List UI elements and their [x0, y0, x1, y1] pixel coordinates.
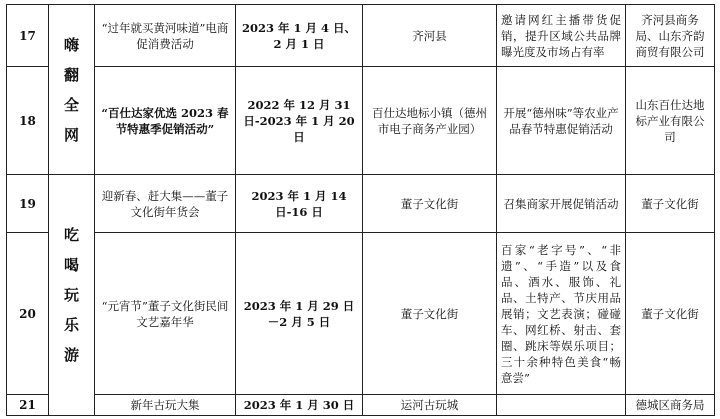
table-row: [7, 5, 715, 67]
activity-name: 新年古玩大集: [95, 395, 236, 416]
category-char: 全: [63, 95, 79, 114]
row-number: 20: [7, 233, 49, 395]
activity-table: [6, 4, 715, 416]
activity-date: 2023 年 1 月 14 日-16 日: [236, 175, 363, 233]
activity-date: 2023 年 1 月 30 日: [236, 395, 363, 416]
category-cell: [49, 175, 95, 416]
activity-name: “元宵节”董子文化街民间文艺嘉年华: [95, 233, 236, 395]
activity-name: “过年就买黄河味道”电商促消费活动: [95, 5, 236, 67]
activity-content: 召集商家开展促销活动: [497, 175, 626, 233]
activity-content: 邀请网红主播带货促销，提升区域公共品牌曝光度及市场占有率: [497, 5, 626, 67]
row-number: 18: [7, 67, 49, 175]
organizer: 董子文化街: [626, 175, 715, 233]
organizer: 德城区商务局: [626, 395, 715, 416]
activity-content: 开展“德州味”等农业产品春节特惠促销活动: [497, 67, 626, 175]
row-number: 17: [7, 5, 49, 67]
category-char: 游: [63, 346, 79, 364]
activity-date: 2023 年 1 月 29 日－2 月 5 日: [236, 233, 363, 395]
table-row: [7, 233, 715, 395]
activity-place: 运河古玩城: [363, 395, 497, 416]
activity-name: 迎新春、赶大集——董子文化街年货会: [95, 175, 236, 233]
category-char: 喝: [63, 256, 79, 274]
category-char: 乐: [63, 316, 79, 334]
organizer: 董子文化街: [626, 233, 715, 395]
organizer: 山东百仕达地标产业有限公司: [626, 67, 715, 175]
activity-date: 2023 年 1 月 4 日、2 月 1 日: [236, 5, 363, 67]
table-row: [7, 67, 715, 175]
row-number: 19: [7, 175, 49, 233]
category-char: 玩: [63, 286, 79, 304]
row-number: 21: [7, 395, 49, 416]
category-char: 网: [63, 125, 79, 144]
activity-place: 百仕达地标小镇（德州市电子商务产业园）: [363, 67, 497, 175]
table-row: [7, 395, 715, 416]
activity-place: 齐河县: [363, 5, 497, 67]
activity-place: 董子文化街: [363, 233, 497, 395]
organizer: 齐河县商务局、山东齐韵商贸有限公司: [626, 5, 715, 67]
category-cell: [49, 5, 95, 175]
category-char: 嗨: [63, 35, 79, 54]
table-row: [7, 175, 715, 233]
activity-place: 董子文化街: [363, 175, 497, 233]
activity-date: 2022 年 12 月 31 日-2023 年 1 月 20 日: [236, 67, 363, 175]
category-char: 翻: [63, 65, 79, 84]
category-char: 吃: [63, 226, 79, 244]
activity-content: 百家“老字号”、“非遗”、“手造”以及食品、酒水、服饰、礼品、土特产、节庆用品展销；文艺表演；碰碰车、网红桥、射击、套圈、跳床等娱乐项目；三十余种特色美食“畅意尝”: [497, 233, 626, 395]
activity-name: “百仕达家优选 2023 春节特惠季促销活动”: [95, 67, 236, 175]
activity-content: [497, 395, 626, 416]
